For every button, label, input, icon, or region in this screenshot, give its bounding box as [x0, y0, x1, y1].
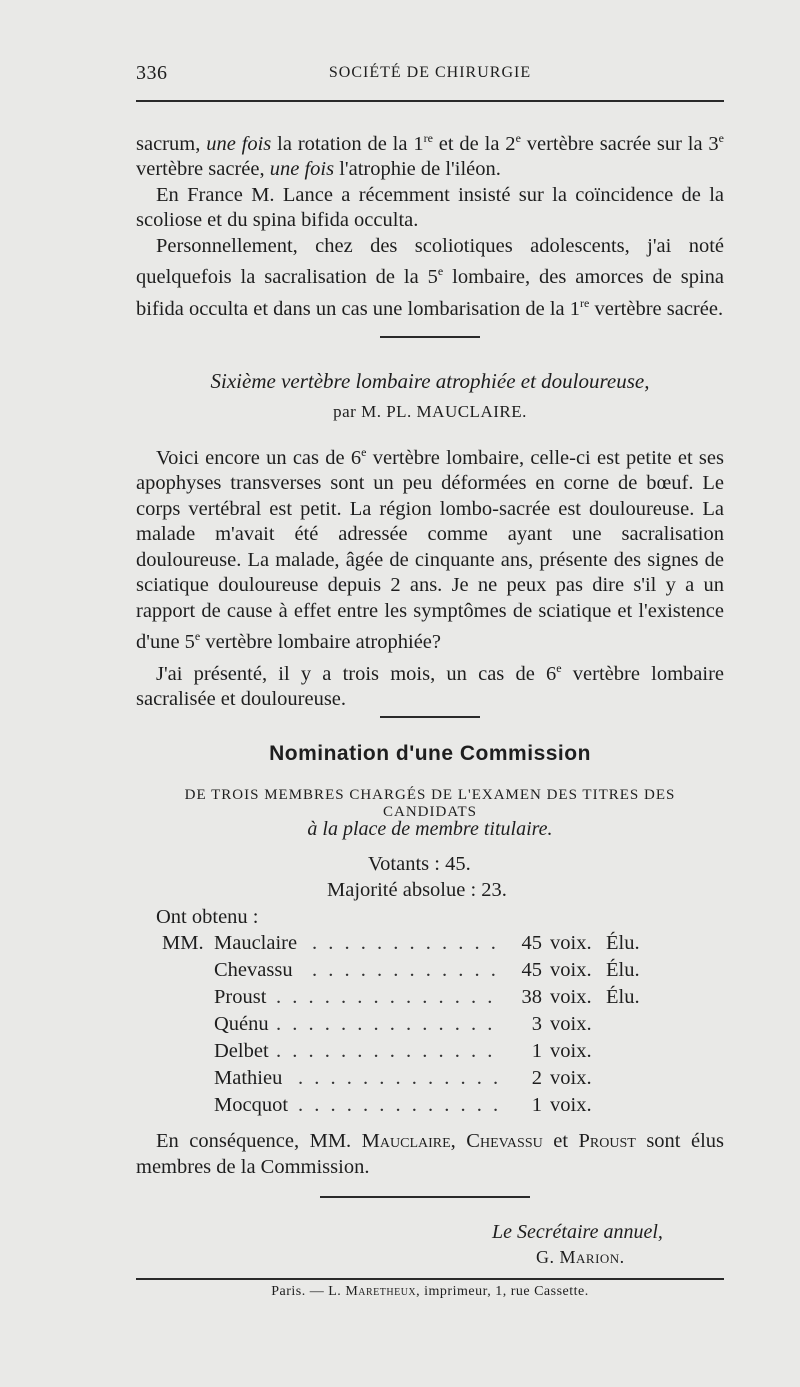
ont-obtenu-line: Ont obtenu :	[156, 906, 259, 928]
voix-label: voix.	[550, 986, 592, 1008]
section-divider-2	[380, 716, 480, 718]
result-row	[136, 1067, 724, 1093]
page-header	[136, 62, 724, 90]
candidate-name: Quénu	[214, 1013, 269, 1035]
vote-count: 1	[531, 1094, 542, 1116]
leader-dots: . . . . . . . . . . . . . .	[276, 986, 496, 1008]
commission-subtitle: DE TROIS MEMBRES CHARGÉS DE L'EXAMEN DES TITRES DES CANDIDATS	[184, 787, 676, 820]
elu-label: Élu.	[606, 986, 640, 1008]
leader-dots: . . . . . . . . . . . .	[312, 959, 499, 981]
voix-label: voix.	[550, 959, 592, 981]
running-title: SOCIÉTÉ DE CHIRURGIE	[328, 64, 532, 81]
result-row	[136, 1040, 724, 1066]
voix-label: voix.	[550, 1067, 592, 1089]
candidate-name: Chevassu	[214, 959, 293, 981]
elu-label: Élu.	[606, 959, 640, 981]
leader-dots: . . . . . . . . . . . . .	[298, 1067, 502, 1089]
result-row	[136, 1094, 724, 1120]
majorite-line: Majorité absolue : 23.	[327, 879, 507, 901]
commission-title: Nomination d'une Commission	[269, 742, 591, 765]
candidate-name: Proust	[214, 986, 267, 1008]
intro-paragraph-2: En France M. Lance a récemment insisté sur la coïncidence de la scoliose et du spina bifida occulta.	[136, 183, 724, 232]
leader-dots: . . . . . . . . . . . . .	[298, 1094, 502, 1116]
leader-dots: . . . . . . . . . . . .	[312, 932, 499, 954]
intro-paragraph-3: Personnellement, chez des scoliotiques adolescents, j'ai noté quelquefois la sacralisation de la 5e lombaire, des amorces de spina bifida occulta et dans un cas une lombarisation de la 1re vertèbre sacrée.	[136, 234, 725, 320]
intro-paragraph-1: sacrum, une fois la rotation de la 1re et de la 2e vertèbre sacrée sur la 3e vertèbre sacrée, une fois l'atrophie de l'iléon.	[136, 131, 724, 181]
leader-dots: . . . . . . . . . . . . . .	[276, 1040, 496, 1062]
section-divider-3	[320, 1196, 530, 1198]
candidate-name: Mathieu	[214, 1067, 283, 1089]
signature-name: G. Marion.	[536, 1247, 625, 1267]
section-paragraph-1: Voici encore un cas de 6e vertèbre lombaire, celle-ci est petite et ses apophyses transverses sont un peu déformées en corne de bœuf. Le corps vertébral est petit. La région lombo-sacrée est douloureuse. La malade m'avait été adressée comme ayant une sacralisation douloureuse. La malade, âgée de cinquante ans, présente des signes de sciatique douloureuse depuis 2 ans. Je ne peux pas dire s'il y a un rapport de cause à effet entre les symptômes de sciatique et l'existence d'une 5e vertèbre lombaire atrophiée?	[136, 445, 724, 654]
mm-label: MM.	[162, 932, 204, 954]
vote-count: 2	[531, 1067, 542, 1089]
vote-count: 38	[521, 986, 542, 1008]
voix-label: voix.	[550, 1013, 592, 1035]
footer-rule	[136, 1278, 724, 1280]
result-row	[136, 959, 724, 985]
section-title: Sixième vertèbre lombaire atrophiée et douloureuse,	[210, 369, 650, 393]
commission-subtitle-2: à la place de membre titulaire.	[307, 818, 553, 840]
voix-label: voix.	[550, 1040, 592, 1062]
result-row	[136, 1013, 724, 1039]
section-divider-1	[380, 336, 480, 338]
printer-footer: Paris. — L. Maretheux, imprimeur, 1, rue Cassette.	[271, 1284, 589, 1299]
result-row	[136, 986, 724, 1012]
intro-text	[136, 126, 724, 322]
voix-label: voix.	[550, 932, 592, 954]
conclusion-text	[136, 1129, 724, 1180]
elu-label: Élu.	[606, 932, 640, 954]
header-rule	[136, 100, 724, 102]
section-text	[136, 440, 724, 712]
votants-line: Votants : 45.	[368, 853, 471, 875]
leader-dots: . . . . . . . . . . . . . .	[276, 1013, 496, 1035]
result-row	[136, 932, 724, 958]
page-number: 336	[136, 62, 168, 84]
vote-count: 1	[531, 1040, 542, 1062]
conclusion-paragraph: En conséquence, MM. Mauclaire, Chevassu et Proust sont élus membres de la Commission.	[136, 1130, 725, 1178]
section-byline: par M. PL. MAUCLAIRE.	[333, 402, 527, 421]
section-paragraph-2: J'ai présenté, il y a trois mois, un cas de 6e vertèbre lombaire sacralisée et douloureuse.	[136, 660, 725, 710]
signature-role: Le Secrétaire annuel,	[492, 1221, 663, 1243]
vote-count: 45	[521, 932, 542, 954]
candidate-name: Mauclaire	[214, 932, 298, 954]
candidate-name: Mocquot	[214, 1094, 289, 1116]
voix-label: voix.	[550, 1094, 592, 1116]
candidate-name: Delbet	[214, 1040, 269, 1062]
vote-count: 3	[531, 1013, 542, 1035]
vote-count: 45	[521, 959, 542, 981]
